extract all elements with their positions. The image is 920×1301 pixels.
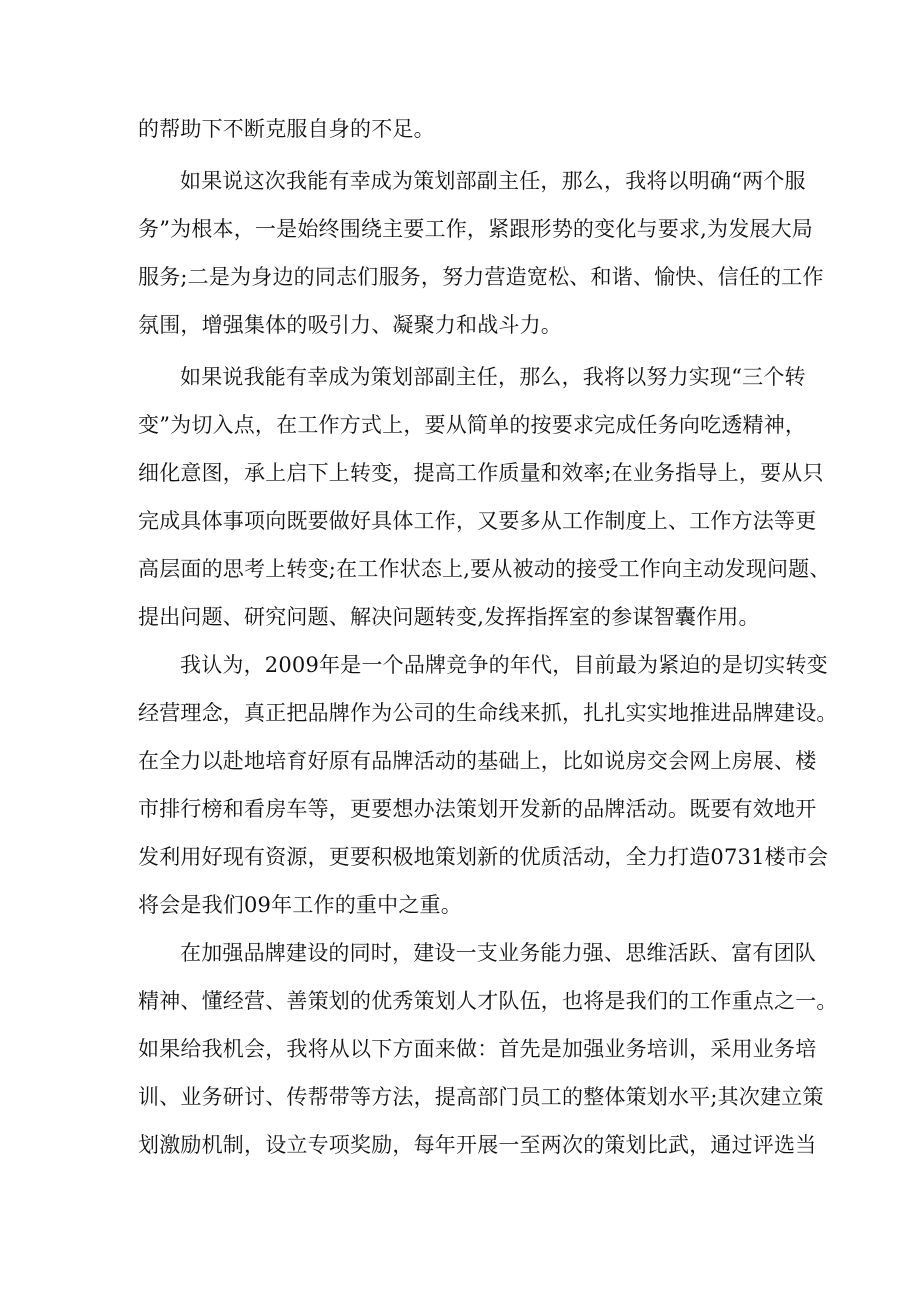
paragraph-3-line-6: 提出问题、研究问题、解决问题转变,发挥指挥室的参谋智囊作用。 bbox=[138, 605, 760, 629]
paragraph-2-line-1: 如果说这次我能有幸成为策划部副主任，那么，我将以明确“两个服 bbox=[180, 169, 806, 193]
paragraph-5-line-2: 精神、懂经营、善策划的优秀策划人才队伍，也将是我们的工作重点之一。 bbox=[138, 989, 838, 1013]
paragraph-5-line-4: 训、业务研讨、传帮带等方法，提高部门员工的整体策划水平;其次建立策 bbox=[138, 1085, 824, 1109]
paragraph-4-line-5: 发利用好现有资源，更要积极地策划新的优质活动，全力打造0731楼市会 bbox=[138, 845, 829, 869]
paragraph-4-line-4: 市排行榜和看房车等，更要想办法策划开发新的品牌活动。既要有效地开 bbox=[138, 797, 817, 821]
paragraph-3-line-1: 如果说我能有幸成为策划部副主任，那么，我将以努力实现“三个转 bbox=[180, 365, 806, 389]
paragraph-5-line-1: 在加强品牌建设的同时，建设一支业务能力强、思维活跃、富有团队 bbox=[180, 941, 816, 965]
paragraph-2-line-2: 务”为根本，一是始终围绕主要工作，紧跟形势的变化与要求,为发展大局 bbox=[138, 217, 814, 241]
paragraph-5-line-3: 如果给我机会，我将从以下方面来做：首先是加强业务培训，采用业务培 bbox=[138, 1037, 817, 1061]
paragraph-2-line-4: 氛围，增强集体的吸引力、凝聚力和战斗力。 bbox=[138, 313, 562, 337]
paragraph-4-line-6: 将会是我们09年工作的重中之重。 bbox=[138, 893, 462, 917]
paragraph-4-line-2: 经营理念，真正把品牌作为公司的生命线来抓，扎扎实实地推进品牌建设。 bbox=[138, 701, 838, 725]
paragraph-3-line-2: 变”为切入点，在工作方式上，要从简单的按要求完成任务向吃透精神， bbox=[138, 413, 807, 437]
paragraph-3-line-3: 细化意图，承上启下上转变，提高工作质量和效率;在业务指导上，要从只 bbox=[138, 461, 824, 485]
paragraph-5-line-5: 划激励机制，设立专项奖励，每年开展一至两次的策划比武，通过评选当 bbox=[138, 1133, 817, 1157]
paragraph-1-line-1: 的帮助下不断克服自身的不足。 bbox=[138, 117, 435, 141]
paragraph-3-line-4: 完成具体事项向既要做好具体工作，又要多从工作制度上、工作方法等更 bbox=[138, 509, 817, 533]
paragraph-4-line-3: 在全力以赴地培育好原有品牌活动的基础上，比如说房交会网上房展、楼 bbox=[138, 749, 817, 773]
paragraph-4-line-1: 我认为，2009年是一个品牌竞争的年代，目前最为紧迫的是切实转变 bbox=[180, 653, 828, 677]
paragraph-3-line-5: 高层面的思考上转变;在工作状态上,要从被动的接受工作向主动发现问题、 bbox=[138, 557, 831, 581]
paragraph-2-line-3: 服务;二是为身边的同志们服务，努力营造宽松、和谐、愉快、信任的工作 bbox=[138, 265, 824, 289]
